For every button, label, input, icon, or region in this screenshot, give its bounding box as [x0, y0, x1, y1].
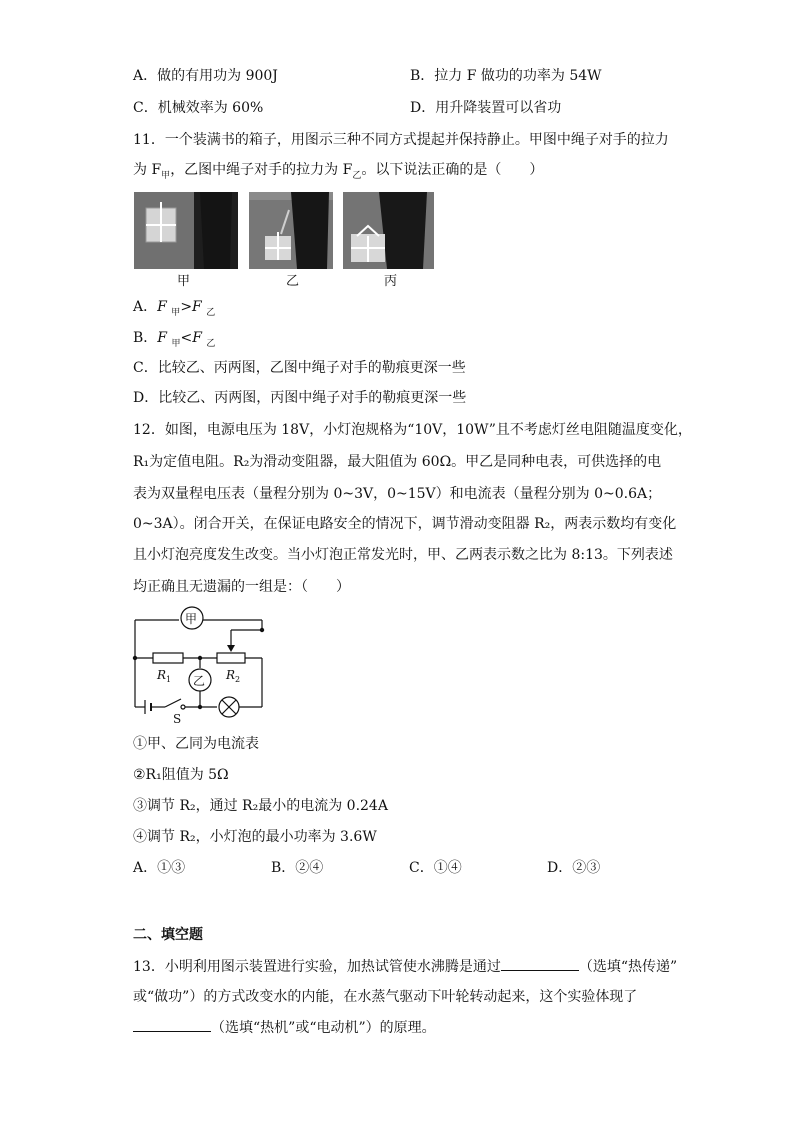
q13-stem-line2: 或“做功”）的方式改变水的内能，在水蒸气驱动下叶轮转动起来，这个实验体现了 [133, 989, 638, 1005]
q12-meter-jia-label: 甲 [185, 612, 198, 626]
q12-stem-line2: R₁为定值电阻。R₂为滑动变阻器，最大阻值为 60Ω。甲乙是同种电表，可供选择的电 [133, 454, 662, 470]
q12-option-a: A．①③ [133, 860, 186, 876]
q12-stem-line4: 0~3A）。闭合开关，在保证电路安全的情况下，调节滑动变阻器 R₂，两表示数均有变化 [133, 516, 677, 532]
q10-option-d: D．用升降装置可以省功 [410, 100, 562, 116]
section-title-fill-in: 二、填空题 [133, 927, 203, 943]
q12-statement-2: ②R₁阻值为 5Ω [133, 767, 229, 783]
q12-option-b: B．②④ [271, 860, 324, 876]
q12-stem-line1: 12．如图，电源电压为 18V，小灯泡规格为“10V，10W”且不考虑灯丝电阻随温度变化， [133, 422, 692, 438]
q11-photo-yi [249, 192, 333, 269]
q11-option-a: A．F $_甲$>F $_乙$ [133, 299, 216, 318]
q12-r1-label: $R_1$ [157, 668, 172, 684]
q12-option-d: D．②③ [547, 860, 601, 876]
q11-option-b: B．F $_甲$<F $_乙$ [133, 330, 216, 349]
q11-caption-bing: 丙 [384, 274, 398, 289]
q11-option-d: D．比较乙、丙两图，丙图中绳子对手的勒痕更深一些 [133, 390, 467, 406]
q12-statement-1: ①甲、乙同为电流表 [133, 736, 259, 752]
q11-photo-jia [134, 192, 238, 269]
q10-option-b: B．拉力 F 做功的功率为 54W [410, 68, 602, 84]
q11-photo-bing [343, 192, 434, 269]
q12-meter-yi-label: 乙 [193, 674, 206, 688]
q11-caption-jia: 甲 [177, 274, 191, 289]
q13-stem-line3: （选填“热机”或“电动机”）的原理。 [133, 1017, 436, 1038]
q11-stem-line2: 为 $F_甲$，乙图中绳子对手的拉力为 $F_乙$。以下说法正确的是（ ） [133, 162, 544, 181]
q10-option-a: A．做的有用功为 900J [133, 68, 278, 84]
q10-option-c: C．机械效率为 60% [133, 100, 264, 116]
q13-blank-1[interactable] [501, 956, 579, 971]
q12-statement-4: ④调节 R₂，小灯泡的最小功率为 3.6W [133, 829, 377, 845]
q12-stem-line5: 且小灯泡亮度发生改变。当小灯泡正常发光时，甲、乙两表示数之比为 8:13。下列表述 [133, 547, 673, 563]
q12-circuit-diagram [125, 600, 275, 725]
q11-stem-line1: 11．一个装满书的箱子，用图示三种不同方式提起并保持静止。甲图中绳子对手的拉力 [133, 132, 669, 148]
q12-option-c: C．①④ [409, 860, 462, 876]
q12-stem-line3: 表为双量程电压表（量程分别为 0~3V，0~15V）和电流表（量程分别为 0~0.6A； [133, 486, 662, 502]
q12-statement-3: ③调节 R₂，通过 R₂最小的电流为 0.24A [133, 798, 388, 814]
q12-switch-label: S [173, 712, 182, 725]
q12-r2-label: $R_2$ [226, 668, 241, 684]
q13-blank-2[interactable] [133, 1017, 211, 1032]
q13-stem-line1: 13．小明利用图示装置进行实验，加热试管使水沸腾是通过 （选填“热传递” [133, 956, 677, 977]
q11-option-c: C．比较乙、丙两图，乙图中绳子对手的勒痕更深一些 [133, 360, 466, 376]
q11-caption-yi: 乙 [286, 274, 300, 289]
q12-stem-line6: 均正确且无遗漏的一组是：（ ） [133, 579, 350, 595]
